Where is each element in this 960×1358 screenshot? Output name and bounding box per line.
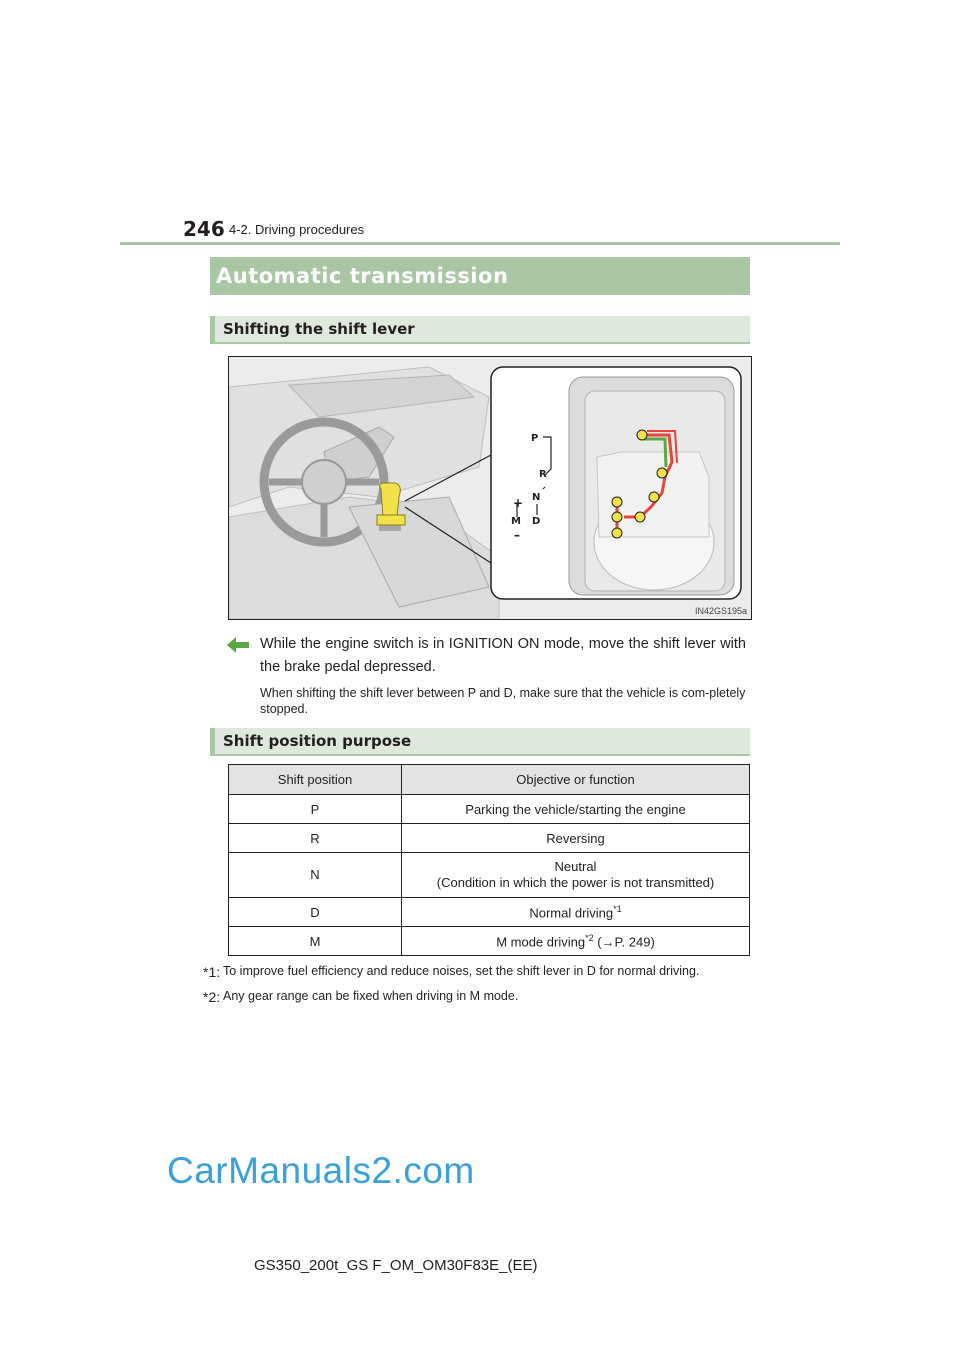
gate-label-d: D <box>532 516 541 527</box>
table-cell: D <box>229 898 402 927</box>
cell-text: Normal driving <box>529 905 614 921</box>
footnote-2 <box>203 989 519 1005</box>
table-row <box>229 853 750 898</box>
gate-label-minus: – <box>514 528 520 542</box>
footnote-text: Any gear range can be fixed when driving in M mode. <box>223 989 519 1003</box>
gate-label-m: M <box>511 516 521 527</box>
gate-label-r: R <box>539 469 547 480</box>
subheading-bar-shifting <box>210 316 750 344</box>
table-row <box>229 824 750 853</box>
gate-label-n: N <box>532 492 541 503</box>
table-cell: N <box>229 853 402 898</box>
footnote-text: To improve fuel efficiency and reduce noises, set the shift lever in D for normal driving. <box>223 964 700 978</box>
footnote-1 <box>203 964 700 980</box>
document-id: GS350_200t_GS F_OM_OM30F83E_(EE) <box>254 1257 538 1274</box>
cell-text: M mode driving <box>496 934 586 950</box>
table-row <box>229 795 750 824</box>
shift-lever-illustration <box>228 356 752 620</box>
table-cell <box>402 898 750 927</box>
subheading-shifting: Shifting the shift lever <box>223 320 415 338</box>
page-title: Automatic transmission <box>216 264 509 288</box>
green-arrow-icon <box>226 634 250 656</box>
table-cell: R <box>229 824 402 853</box>
page-reference-link[interactable]: (→P. 249) <box>593 934 655 950</box>
watermark-link[interactable]: CarManuals2.com <box>167 1150 475 1191</box>
table-cell <box>402 853 750 898</box>
table-cell: P <box>229 795 402 824</box>
column-header: Objective or function <box>402 765 750 795</box>
table-cell <box>402 927 750 956</box>
section-label: 4-2. Driving procedures <box>229 222 365 237</box>
footnote-mark: *2: <box>203 989 221 1005</box>
footnote-mark: *1: <box>203 964 221 980</box>
table-cell: Parking the vehicle/starting the engine <box>402 795 750 824</box>
note-text: When shifting the shift lever between P and D, make sure that the vehicle is com-pletely stopped. <box>260 686 746 716</box>
gate-label-p: P <box>531 433 539 444</box>
shift-position-table <box>228 764 750 956</box>
cell-line: Neutral <box>554 859 597 874</box>
subheading-purpose: Shift position purpose <box>223 732 412 750</box>
title-bar <box>210 257 750 295</box>
cell-line: (Condition in which the power is not transmitted) <box>436 875 715 890</box>
subheading-bar-purpose <box>210 728 750 756</box>
table-header-row <box>229 765 750 795</box>
footnote-ref: *2 <box>585 932 594 943</box>
table-row <box>229 898 750 927</box>
gate-label-plus: + <box>513 496 524 510</box>
instruction-text: While the engine switch is in IGNITION ON mode, move the shift lever with the brake pedal depressed. <box>260 636 746 675</box>
page-number: 246 <box>183 217 225 241</box>
column-header: Shift position <box>229 765 402 795</box>
illustration-svg <box>229 357 751 619</box>
table-cell: M <box>229 927 402 956</box>
table-cell: Reversing <box>402 824 750 853</box>
header-rule <box>120 242 840 245</box>
table-row <box>229 927 750 956</box>
footnote-ref: *1 <box>613 903 622 914</box>
illustration-code: IN42GS195a <box>694 606 747 616</box>
